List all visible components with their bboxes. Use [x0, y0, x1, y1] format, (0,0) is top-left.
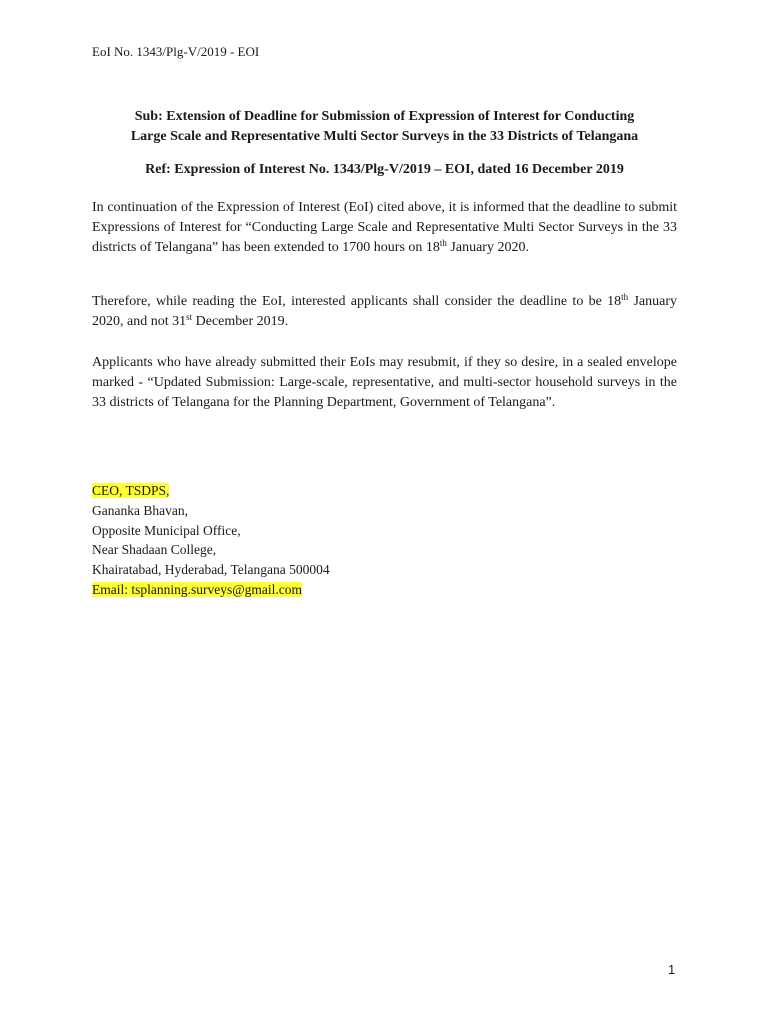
paragraph-2-text-a: Therefore, while reading the EoI, interested applicants shall consider the deadline to be 18 — [92, 294, 622, 309]
paragraph-2-superscript-1: th — [621, 292, 629, 302]
address-line-4: Khairatabad, Hyderabad, Telangana 500004 — [92, 562, 330, 578]
paragraph-1-text-b: January 2020. — [446, 240, 529, 255]
paragraph-1-text-a: In continuation of the Expression of Interest (EoI) cited above, it is informed that the deadline to submit Expressions of Interest for “Conducting Large Scale and Representative Multi Sector Surveys in the 33 districts of Telangana” has been extended to 1700 hours on 18 — [92, 200, 677, 255]
subject-heading — [92, 107, 677, 147]
reference-heading: Ref: Expression of Interest No. 1343/Plg-V/2019 – EOI, dated 16 December 2019 — [145, 162, 624, 177]
document-reference-header: EoI No. 1343/Plg-V/2019 - EOI — [92, 44, 260, 59]
address-line-3: Near Shadaan College, — [92, 542, 217, 558]
paragraph-deadline-extension — [92, 198, 677, 258]
paragraph-2-superscript-2: st — [186, 312, 193, 322]
contact-email: Email: tsplanning.surveys@gmail.com — [92, 581, 303, 597]
paragraph-2-text-c: December 2019. — [192, 314, 289, 329]
address-line-2: Opposite Municipal Office, — [92, 522, 241, 538]
signatory-title: CEO, TSDPS, — [92, 483, 170, 498]
address-line-1: Gananka Bhavan, — [92, 502, 188, 518]
paragraph-deadline-note — [92, 292, 677, 332]
subject-line-2: Large Scale and Representative Multi Sector Surveys in the 33 Districts of Telangana — [130, 129, 639, 144]
paragraph-2-text-b: January 2020, and not 31 — [92, 294, 677, 329]
paragraph-resubmission: Applicants who have already submitted their EoIs may resubmit, if they so desire, in a sealed envelope marked - “Updated Submission: Large-scale, representative, and multi-sector household surveys in the 33 districts of Telangana for the Planning Department, Government of Telangana”. — [92, 355, 677, 410]
subject-line-1: Sub: Extension of Deadline for Submission of Expression of Interest for Conducting — [134, 109, 635, 124]
signature-block — [92, 481, 330, 600]
paragraph-1-superscript: th — [439, 238, 447, 248]
page-number: 1 — [668, 962, 676, 977]
